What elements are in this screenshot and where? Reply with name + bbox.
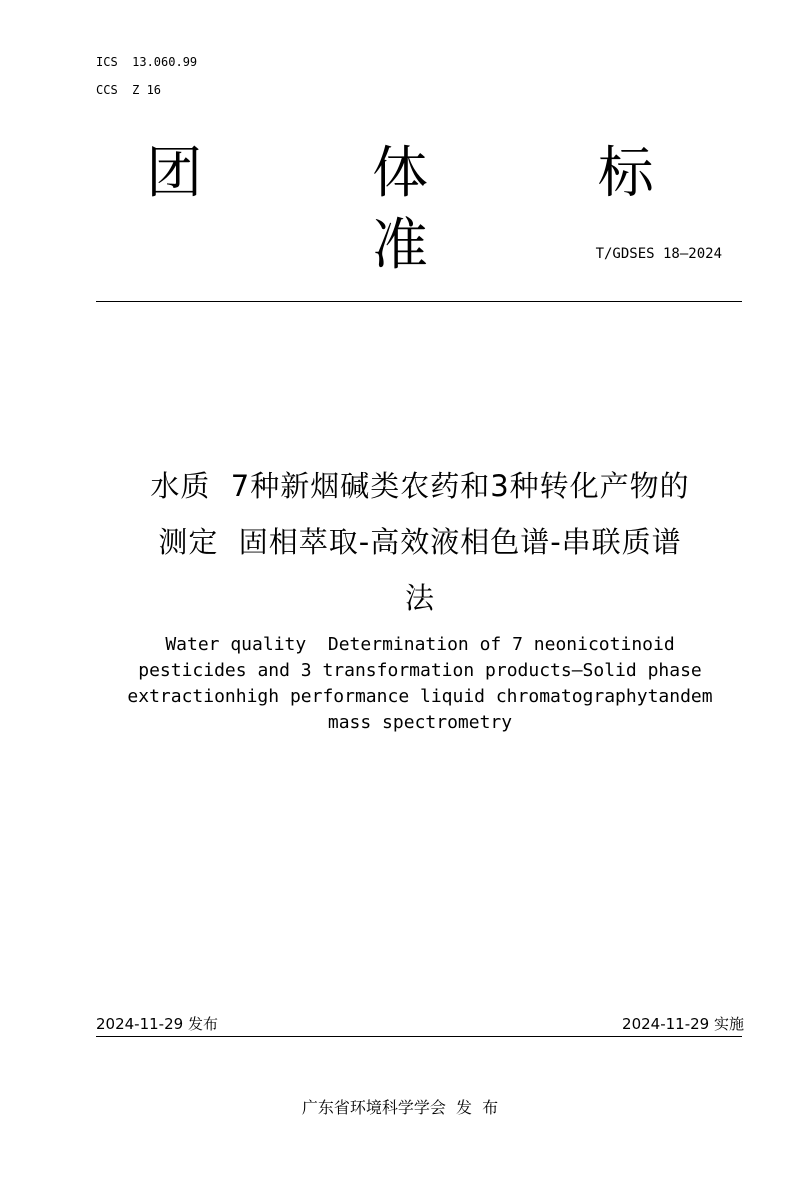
top-divider (96, 301, 742, 302)
document-type-title: 团 体 标 准 (146, 141, 730, 278)
chinese-title-line: 水质 7种新烟碱类农药和3种转化产物的 (150, 469, 690, 503)
chinese-title-line: 法 (404, 581, 435, 615)
chinese-title (84, 458, 756, 626)
english-title-line: Water quality Determination of 7 neonicotinoid (165, 634, 675, 655)
english-title-line: pesticides and 3 transformation products—Solid phase (138, 660, 702, 681)
english-title-line: mass spectrometry (327, 712, 513, 733)
chinese-title-line: 测定 固相萃取-高效液相色谱-串联质谱 (158, 525, 682, 559)
implementation-date: 2024-11-29 实施 (622, 1015, 744, 1033)
ics-code: ICS 13.060.99 (96, 55, 198, 69)
issue-date: 2024-11-29 发布 (96, 1015, 218, 1033)
classification-codes (96, 48, 197, 104)
english-title (60, 632, 780, 736)
bottom-divider (96, 1036, 742, 1037)
standard-number: T/GDSES 18—2024 (595, 246, 722, 262)
english-title-line: extractionhigh performance liquid chromatographytandem (127, 686, 713, 707)
publisher: 广东省环境科学学会 发 布 (301, 1098, 499, 1117)
ccs-code: CCS Z 16 (96, 83, 162, 97)
